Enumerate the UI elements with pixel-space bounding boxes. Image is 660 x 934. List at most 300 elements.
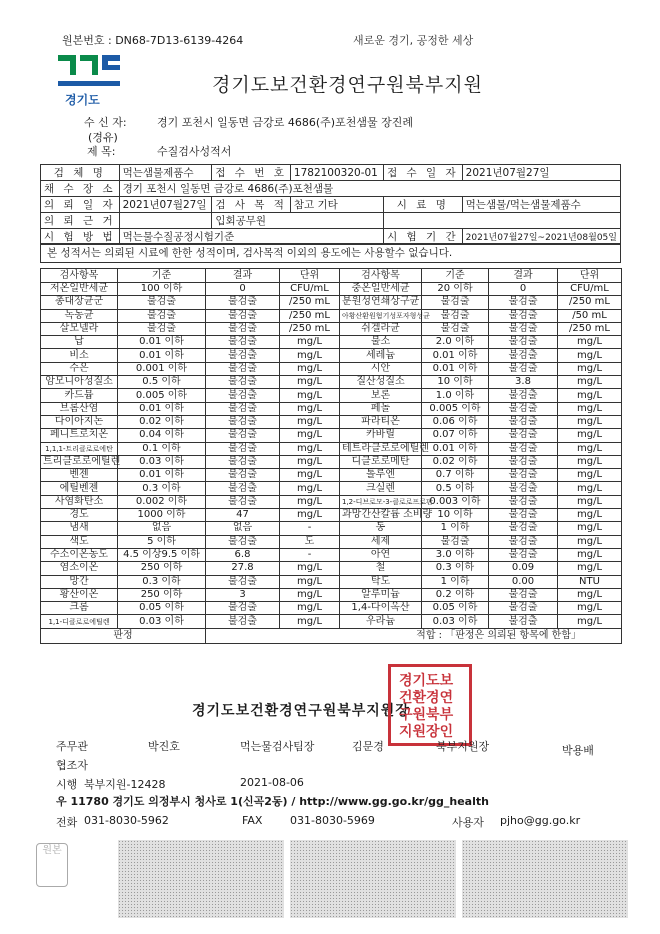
cell-item: 카드뮴 [41, 389, 118, 402]
cell-standard: 0.04 이하 [118, 429, 206, 442]
cell-standard: 0.7 이하 [422, 469, 489, 482]
cell-result: 불검출 [489, 336, 558, 349]
cell-unit: /250 mL [558, 322, 622, 335]
table-row [41, 415, 622, 428]
cell-result: 불검출 [489, 522, 558, 535]
cell-item: 총대장균군 [41, 296, 118, 309]
branch-head-role: 북부지원장 [436, 740, 490, 753]
watermark-icon: 원본 [36, 843, 68, 887]
cell-unit: mg/L [280, 469, 340, 482]
table-row [41, 522, 622, 535]
seal-text-3: 구원북부 [399, 707, 454, 723]
verdict-row [41, 628, 622, 643]
header-result: 결과 [206, 269, 280, 283]
cell-item: 황산이온 [41, 588, 118, 601]
cell-item: 경도 [41, 509, 118, 522]
cell-standard: 0.01 이하 [118, 402, 206, 415]
cell-unit: mg/L [558, 615, 622, 628]
cell-standard: 2.0 이하 [422, 336, 489, 349]
cell-unit: mg/L [280, 389, 340, 402]
security-barcode [462, 840, 628, 918]
cell-result: 불검출 [206, 482, 280, 495]
cell-result: 불검출 [206, 402, 280, 415]
security-barcode [118, 840, 284, 918]
cell-standard: 불검출 [422, 309, 489, 322]
cell-item: 쉬겔라균 [340, 322, 422, 335]
cell-result: 불검출 [206, 415, 280, 428]
cell-unit: mg/L [280, 336, 340, 349]
verdict-label: 판정 [41, 628, 206, 643]
seal-text-1: 경기도보 [399, 673, 454, 689]
receipt-no-label: 접 수 번 호 [212, 165, 291, 181]
cell-standard: 불검출 [422, 296, 489, 309]
cell-result: 불검출 [206, 575, 280, 588]
cell-result: 0 [489, 283, 558, 296]
cell-standard: 20 이하 [422, 283, 489, 296]
cell-standard: 1.0 이하 [422, 389, 489, 402]
cell-unit: mg/L [280, 615, 340, 628]
subject-value: 수질검사성적서 [157, 145, 232, 158]
cell-standard: 0.02 이하 [422, 455, 489, 468]
table-row [41, 402, 622, 415]
table-row [41, 602, 622, 615]
cell-item: 크롬 [41, 602, 118, 615]
phone-label: 전화 [56, 816, 78, 829]
sample-name-label: 검 체 명 [41, 165, 120, 181]
cell-unit: mg/L [280, 415, 340, 428]
cell-item: 카바릴 [340, 429, 422, 442]
cell-unit: mg/L [558, 495, 622, 508]
cell-unit: mg/L [558, 548, 622, 561]
table-row [41, 562, 622, 575]
purpose-label: 검 사 목 적 [212, 197, 291, 213]
cell-result: 불검출 [489, 615, 558, 628]
cell-unit: 도 [280, 535, 340, 548]
table-row [41, 336, 622, 349]
cell-item: 아연 [340, 548, 422, 561]
cell-result: 불검출 [206, 602, 280, 615]
security-barcode [290, 840, 456, 918]
team-lead-name: 김문경 [352, 740, 384, 753]
table-row [41, 283, 622, 296]
cell-standard: 250 이하 [118, 562, 206, 575]
cell-standard: 0.002 이하 [118, 495, 206, 508]
cell-result: 불검출 [489, 309, 558, 322]
cell-unit: mg/L [280, 429, 340, 442]
cell-item: 망간 [41, 575, 118, 588]
cell-item: 1,1-디클로로에틸렌 [41, 615, 118, 628]
table-row [41, 495, 622, 508]
cell-item: 중온일반세균 [340, 283, 422, 296]
cell-unit: mg/L [280, 362, 340, 375]
cell-result: 불검출 [489, 548, 558, 561]
cell-item: 수소이온농도 [41, 548, 118, 561]
cell-unit: /250 mL [280, 309, 340, 322]
cell-standard: 10 이하 [422, 509, 489, 522]
cell-item: 에틸벤젠 [41, 482, 118, 495]
cell-result: 불검출 [206, 495, 280, 508]
cell-standard: 불검출 [422, 535, 489, 548]
cell-item: 아황산환원혐기성포자형성균 [340, 309, 422, 322]
table-row [41, 362, 622, 375]
cell-standard: 0.02 이하 [118, 415, 206, 428]
cell-item: 벤젠 [41, 469, 118, 482]
team-lead-role: 먹는물검사팀장 [240, 740, 315, 753]
cell-unit: mg/L [558, 509, 622, 522]
cell-unit: mg/L [280, 482, 340, 495]
cell-standard: 1000 이하 [118, 509, 206, 522]
cell-unit: mg/L [280, 442, 340, 455]
cell-result: 0.09 [489, 562, 558, 575]
cell-item: 염소이온 [41, 562, 118, 575]
cell-result: 불검출 [206, 349, 280, 362]
main-officer-label: 주무관 [56, 740, 88, 753]
cell-result: 3.8 [489, 376, 558, 389]
cell-item: 세레늄 [340, 349, 422, 362]
cell-item: 디클로로메탄 [340, 455, 422, 468]
cell-unit: mg/L [558, 482, 622, 495]
org-title: 경기도보건환경연구원북부지원 [212, 74, 483, 96]
cell-standard: 없음 [118, 522, 206, 535]
cell-standard: 0.2 이하 [422, 588, 489, 601]
cell-result: 없음 [206, 522, 280, 535]
method: 먹는물수질공정시험기준 [119, 229, 383, 245]
cell-unit: mg/L [558, 376, 622, 389]
cell-unit: mg/L [558, 522, 622, 535]
cell-result: 불검출 [206, 429, 280, 442]
cell-item: 세제 [340, 535, 422, 548]
results-header-row [41, 269, 622, 283]
recipient-value: 경기 포천시 일동면 금강로 4686(주)포천샘물 장진례 [157, 116, 413, 129]
cell-item: 1,2-디브로모-3-클로로프로판 [340, 495, 422, 508]
cell-unit: - [280, 548, 340, 561]
cell-standard: 0.01 이하 [422, 442, 489, 455]
cell-unit: mg/L [558, 602, 622, 615]
cell-unit: mg/L [280, 509, 340, 522]
cell-item: 동 [340, 522, 422, 535]
logo-text: 경기도 [65, 93, 100, 107]
sample: 먹는샘물/먹는샘물제품수 [462, 197, 620, 213]
table-row [41, 389, 622, 402]
cell-result: 불검출 [489, 362, 558, 375]
exec-date: 2021-08-06 [240, 776, 304, 789]
notice: 본 성적서는 의뢰된 시료에 한한 성적이며, 검사목적 이외의 용도에는 사용할수 없습니다. [40, 243, 621, 263]
header-unit: 단위 [280, 269, 340, 283]
email: pjho@gg.go.kr [500, 814, 581, 827]
cell-unit: /250 mL [558, 296, 622, 309]
cell-unit: mg/L [280, 562, 340, 575]
period: 2021년07월27일~2021년08월05일 [462, 229, 620, 245]
method-label: 시 험 방 법 [41, 229, 120, 245]
cell-item: 크실렌 [340, 482, 422, 495]
cell-standard: 0.05 이하 [422, 602, 489, 615]
receipt-date: 2021년07월27일 [462, 165, 620, 181]
cell-item: 암모니아성질소 [41, 376, 118, 389]
cell-unit: mg/L [558, 415, 622, 428]
cell-item: 사염화탄소 [41, 495, 118, 508]
cell-unit: mg/L [280, 495, 340, 508]
header-result: 결과 [489, 269, 558, 283]
cell-result: 불검출 [489, 455, 558, 468]
cell-result: 불검출 [489, 588, 558, 601]
request-date: 2021년07월27일 [119, 197, 212, 213]
official-seal [388, 664, 472, 746]
cell-item: 우라늄 [340, 615, 422, 628]
cell-result: 불검출 [206, 322, 280, 335]
cell-item: 비소 [41, 349, 118, 362]
email-label: 사용자 [452, 816, 484, 829]
header-standard: 기준 [118, 269, 206, 283]
cell-result: 47 [206, 509, 280, 522]
cell-unit: - [280, 522, 340, 535]
table-row [41, 509, 622, 522]
cell-item: 과망간산칼륨 소비량 [340, 509, 422, 522]
sampler: 입회공무원 [212, 213, 384, 229]
cell-result: 불검출 [489, 322, 558, 335]
cell-unit: /250 mL [280, 296, 340, 309]
cell-result: 불검출 [206, 469, 280, 482]
cell-unit: mg/L [558, 362, 622, 375]
cell-result: 불검출 [489, 482, 558, 495]
cell-result: 불검출 [489, 509, 558, 522]
period-label: 시 험 기 간 [384, 229, 463, 245]
cell-item: 1,4-다이옥산 [340, 602, 422, 615]
header-standard: 기준 [422, 269, 489, 283]
basis [119, 213, 212, 229]
cell-unit: mg/L [280, 402, 340, 415]
cell-standard: 0.1 이하 [118, 442, 206, 455]
cell-unit: mg/L [558, 442, 622, 455]
table-row [41, 322, 622, 335]
cooperator-label: 협조자 [56, 759, 88, 772]
cell-unit: mg/L [558, 562, 622, 575]
cell-unit: /250 mL [280, 322, 340, 335]
cell-result: 불검출 [489, 535, 558, 548]
cell-standard: 0.3 이하 [118, 575, 206, 588]
branch-head-name: 박용배 [562, 744, 594, 757]
cell-result: 불검출 [206, 455, 280, 468]
table-row [41, 482, 622, 495]
cell-standard: 10 이하 [422, 376, 489, 389]
cell-result: 불검출 [489, 442, 558, 455]
cell-unit: mg/L [558, 429, 622, 442]
cell-standard: 0.03 이하 [118, 615, 206, 628]
cell-result: 불검출 [489, 349, 558, 362]
cell-result: 27.8 [206, 562, 280, 575]
cell-unit: mg/L [558, 349, 622, 362]
cell-result: 불검출 [206, 389, 280, 402]
seal-text-2: 건환경연 [399, 690, 454, 706]
cell-standard: 0.5 이하 [118, 376, 206, 389]
cell-standard: 3.0 이하 [422, 548, 489, 561]
cell-standard: 0.001 이하 [118, 362, 206, 375]
cell-item: 브롬산염 [41, 402, 118, 415]
cell-standard: 불검출 [118, 296, 206, 309]
cell-unit: mg/L [558, 389, 622, 402]
cell-item: 납 [41, 336, 118, 349]
sample-label: 시 료 명 [384, 197, 463, 213]
cell-unit: mg/L [558, 402, 622, 415]
cell-result: 불검출 [206, 309, 280, 322]
cell-item: 철 [340, 562, 422, 575]
receipt-date-label: 접 수 일 자 [384, 165, 463, 181]
cell-standard: 0.06 이하 [422, 415, 489, 428]
document-number: 원본번호 : DN68-7D13-6139-4264 [62, 34, 244, 47]
verdict-value: 적합 : 「판정은 의뢰된 항목에 한함」 [206, 628, 622, 643]
cell-standard: 불검출 [118, 309, 206, 322]
cell-result: 불검출 [206, 296, 280, 309]
cell-item: 테트라클로로에틸렌 [340, 442, 422, 455]
cell-result: 불검출 [489, 495, 558, 508]
cell-item: 1,1,1-트리클로로에탄 [41, 442, 118, 455]
table-row [41, 548, 622, 561]
cell-standard: 0.01 이하 [118, 469, 206, 482]
cell-unit: mg/L [558, 455, 622, 468]
cell-standard: 0.03 이하 [118, 455, 206, 468]
results-table [40, 268, 622, 644]
info-table [40, 164, 621, 245]
cell-standard: 0.3 이하 [118, 482, 206, 495]
cell-standard: 0.01 이하 [118, 336, 206, 349]
cell-result: 0.00 [489, 575, 558, 588]
table-row [41, 575, 622, 588]
cell-item: 페니트로치온 [41, 429, 118, 442]
cell-standard: 5 이하 [118, 535, 206, 548]
table-row [41, 442, 622, 455]
cell-result: 불검출 [489, 389, 558, 402]
recipient-label: 수 신 자: [84, 116, 127, 129]
cell-result: 불검출 [489, 296, 558, 309]
table-row [41, 615, 622, 628]
cell-item: 트리클로로에틸렌 [41, 455, 118, 468]
blank-cell [384, 213, 621, 229]
cell-result: 불검출 [206, 535, 280, 548]
cell-item: 색도 [41, 535, 118, 548]
cell-standard: 0.005 이하 [422, 402, 489, 415]
phone-number: 031-8030-5962 [84, 814, 169, 827]
cell-item: 다이아지논 [41, 415, 118, 428]
cell-result: 불검출 [489, 469, 558, 482]
cell-standard: 100 이하 [118, 283, 206, 296]
cell-result: 불검출 [489, 402, 558, 415]
cell-item: 질산성질소 [340, 376, 422, 389]
cell-result: 불검출 [206, 442, 280, 455]
basis-label: 의 뢰 근 거 [41, 213, 120, 229]
cell-result: 3 [206, 588, 280, 601]
cell-result: 불검출 [489, 415, 558, 428]
cell-result: 불검출 [206, 336, 280, 349]
table-row [41, 376, 622, 389]
cell-item: 수은 [41, 362, 118, 375]
header-unit: 단위 [558, 269, 622, 283]
cell-standard: 4.5 이상9.5 이하 [118, 548, 206, 561]
table-row [41, 309, 622, 322]
cell-item: 페놀 [340, 402, 422, 415]
cell-standard: 0.07 이하 [422, 429, 489, 442]
cell-result: 불검출 [206, 615, 280, 628]
cell-unit: /50 mL [558, 309, 622, 322]
cell-result: 6.8 [206, 548, 280, 561]
cell-item: 녹농균 [41, 309, 118, 322]
cell-result: 0 [206, 283, 280, 296]
header-item: 검사항목 [340, 269, 422, 283]
cell-item: 살모넬라 [41, 322, 118, 335]
cell-standard: 0.3 이하 [422, 562, 489, 575]
cell-unit: CFU/mL [280, 283, 340, 296]
cell-item: 냄새 [41, 522, 118, 535]
cell-standard: 0.005 이하 [118, 389, 206, 402]
cell-result: 불검출 [489, 429, 558, 442]
receipt-no: 1782100320-01 [290, 165, 383, 181]
table-row [41, 349, 622, 362]
table-row [41, 296, 622, 309]
cell-unit: mg/L [280, 588, 340, 601]
cell-unit: mg/L [558, 588, 622, 601]
table-row [41, 455, 622, 468]
cell-item: 저온일반세균 [41, 283, 118, 296]
cell-result: 불검출 [206, 362, 280, 375]
cell-unit: NTU [558, 575, 622, 588]
fax-number: 031-8030-5969 [290, 814, 375, 827]
cell-item: 불소 [340, 336, 422, 349]
sample-name: 먹는샘물제품수 [119, 165, 212, 181]
header-item: 검사항목 [41, 269, 118, 283]
cell-unit: mg/L [280, 455, 340, 468]
cell-standard: 0.5 이하 [422, 482, 489, 495]
cell-standard: 0.01 이하 [118, 349, 206, 362]
cell-standard: 불검출 [422, 322, 489, 335]
cell-standard: 0.03 이하 [422, 615, 489, 628]
cell-item: 분원성연쇄상구균 [340, 296, 422, 309]
cell-item: 탁도 [340, 575, 422, 588]
cell-item: 톨루엔 [340, 469, 422, 482]
collection-place: 경기 포천시 일동면 금강로 4686(주)포천샘물 [119, 181, 620, 197]
cell-unit: mg/L [280, 376, 340, 389]
exec-label: 시행 [56, 778, 78, 791]
cell-standard: 1 이하 [422, 575, 489, 588]
cell-item: 시안 [340, 362, 422, 375]
cell-unit: mg/L [558, 535, 622, 548]
collection-place-label: 채 수 장 소 [41, 181, 120, 197]
seal-text-4: 지원장인 [399, 724, 454, 740]
cell-item: 알루미늄 [340, 588, 422, 601]
cell-standard: 불검출 [118, 322, 206, 335]
cell-unit: mg/L [558, 336, 622, 349]
fax-label: FAX [242, 814, 263, 827]
exec-number: 북부지원-12428 [84, 778, 166, 791]
request-date-label: 의 뢰 일 자 [41, 197, 120, 213]
cell-standard: 0.01 이하 [422, 349, 489, 362]
cell-unit: mg/L [558, 469, 622, 482]
cell-unit: CFU/mL [558, 283, 622, 296]
subject-label: 제 목: [87, 145, 116, 158]
table-row [41, 469, 622, 482]
issuer-line: 경기도보건환경연구원북부지원장 [192, 703, 410, 719]
table-row [41, 535, 622, 548]
cell-standard: 250 이하 [118, 588, 206, 601]
purpose: 참고 기타 [290, 197, 383, 213]
cell-standard: 0.01 이하 [422, 362, 489, 375]
cell-result: 불검출 [489, 602, 558, 615]
cell-unit: mg/L [280, 349, 340, 362]
cell-unit: mg/L [280, 602, 340, 615]
table-row [41, 429, 622, 442]
table-row [41, 588, 622, 601]
cell-unit: mg/L [280, 575, 340, 588]
main-officer-name: 박진호 [148, 740, 180, 753]
cell-standard: 0.05 이하 [118, 602, 206, 615]
cell-standard: 0.003 이하 [422, 495, 489, 508]
